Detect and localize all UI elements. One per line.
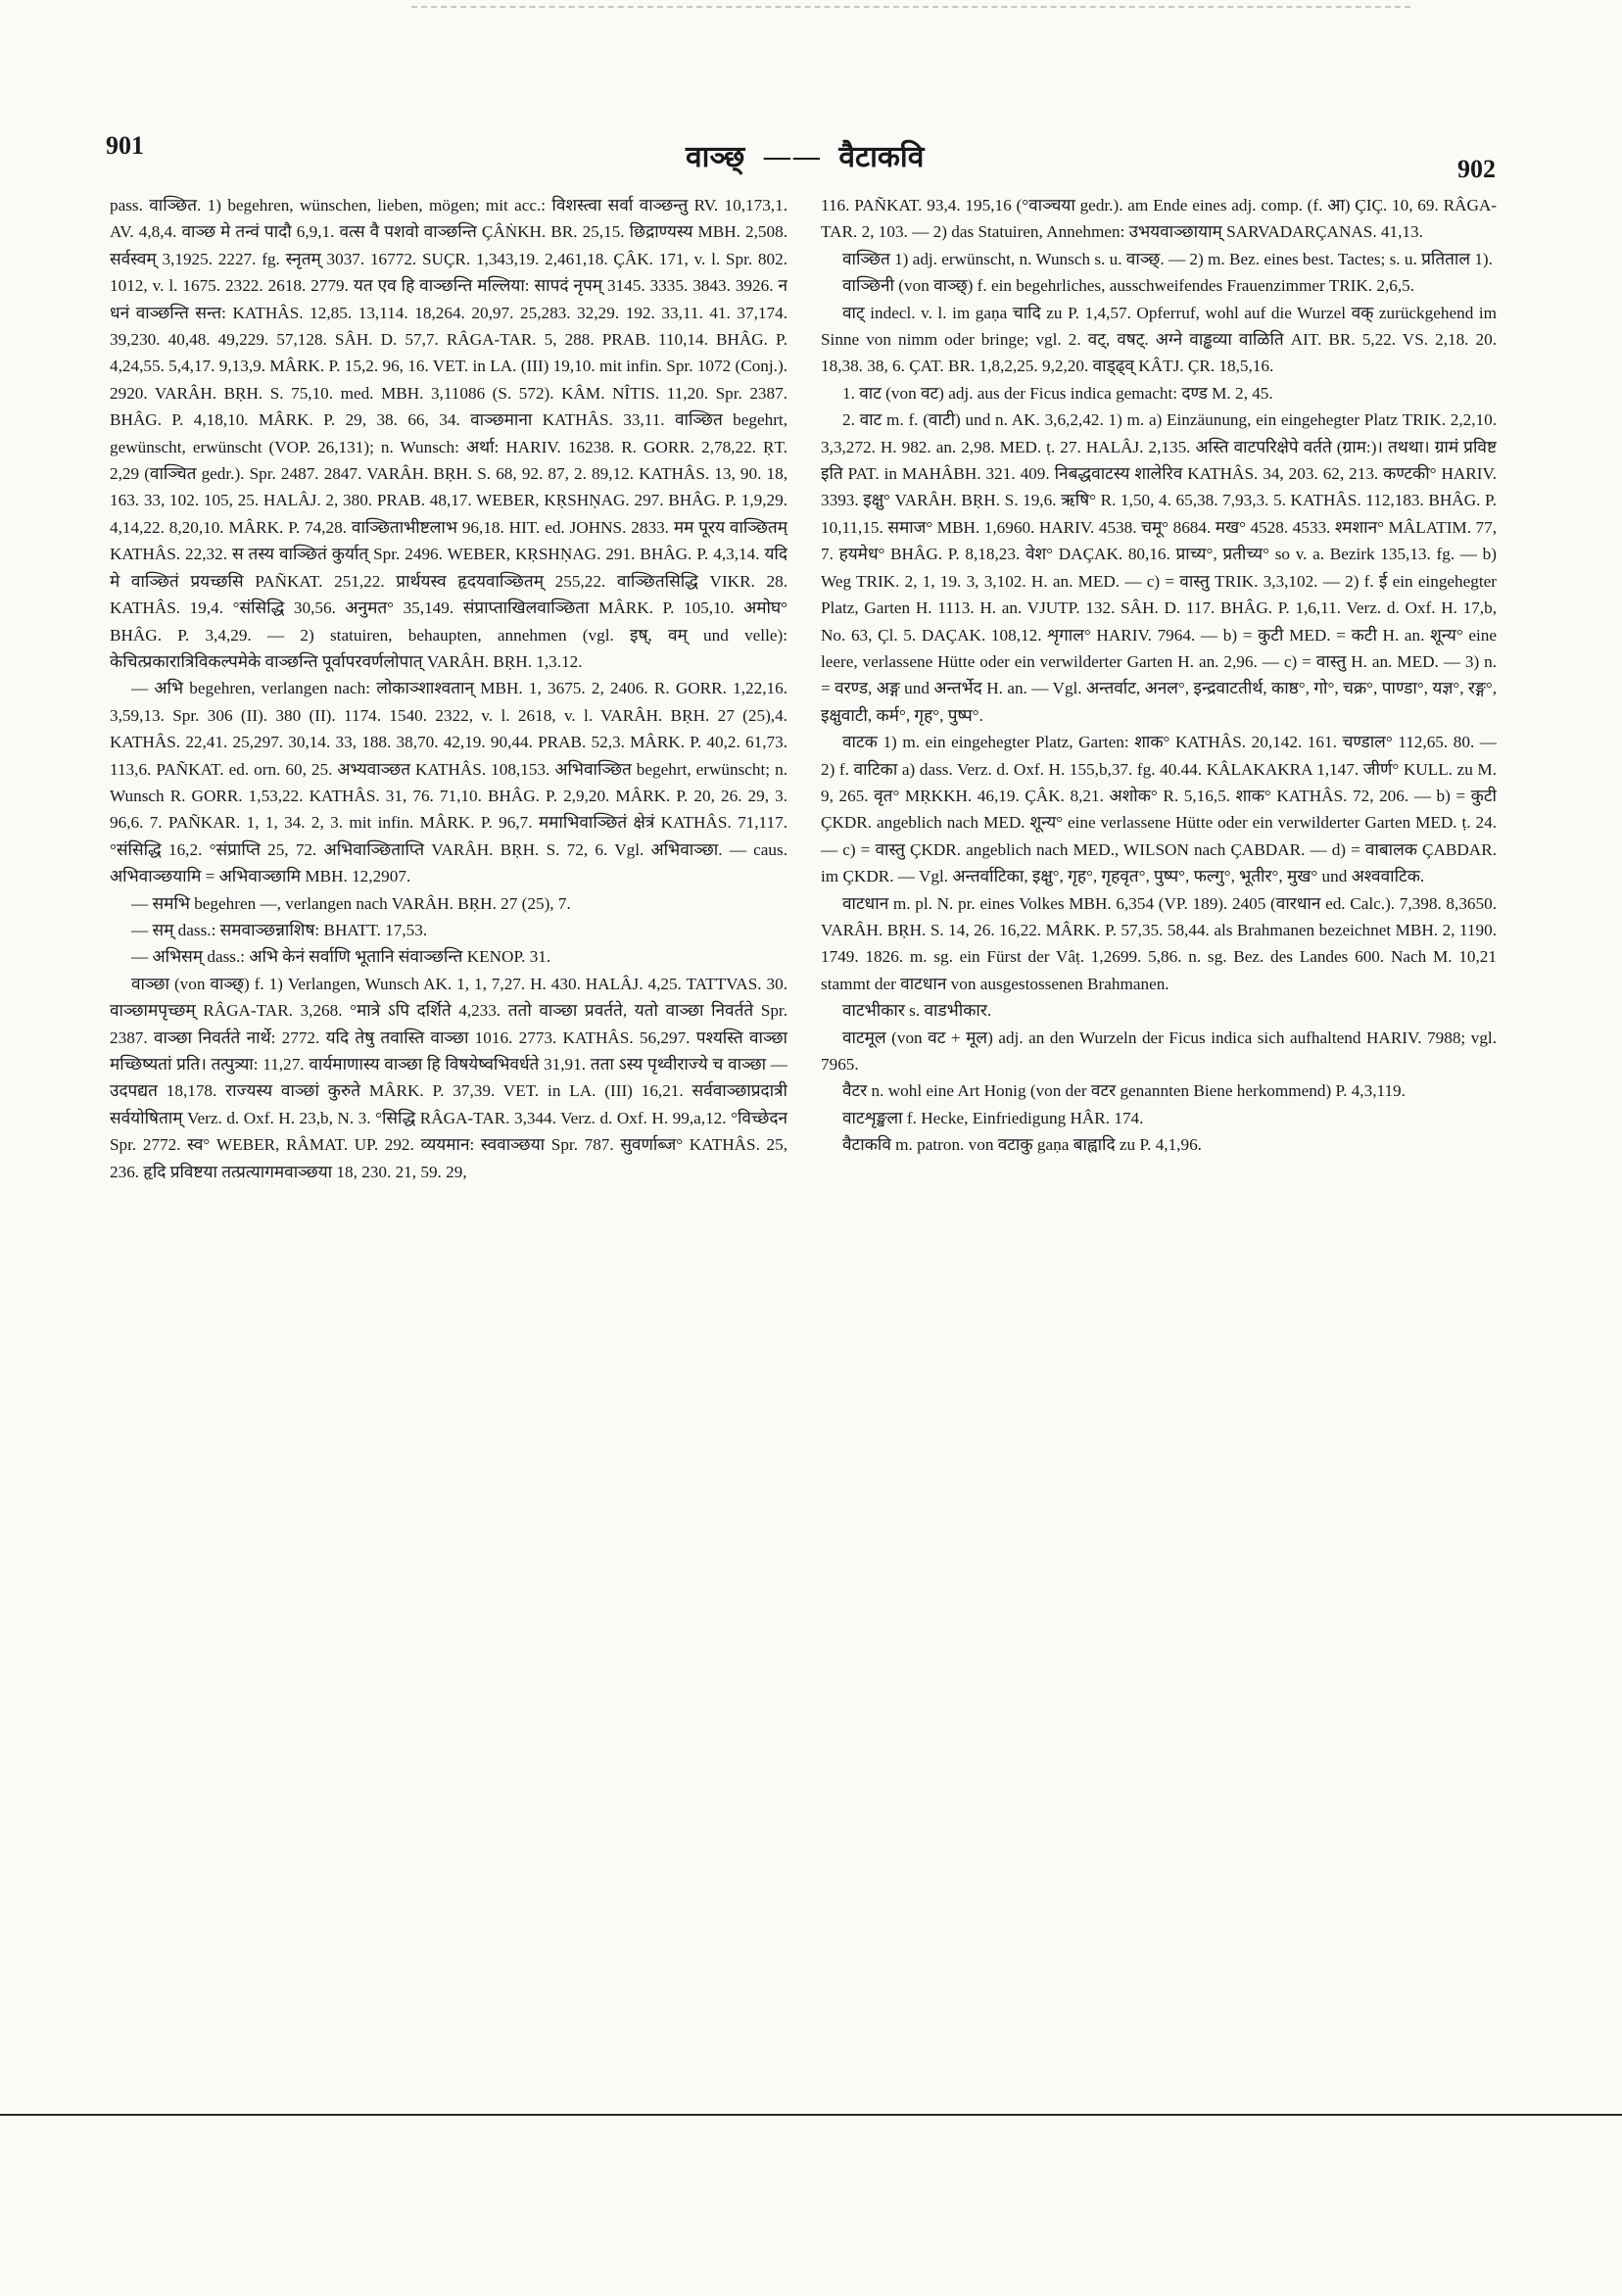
running-header <box>686 135 924 175</box>
right-page-number: 902 <box>1457 155 1496 183</box>
dictionary-entry: वाट् indecl. v. l. im gaṇa चादि zu P. 1,4,57. Opferruf, wohl auf die Wurzel वक् zurückgehend im Sinne von nimm oder bringe; vgl. 2. वट्, वषट्. अग्ने वाड्ढव्या वाळिति AIT. BR. 5,22. VS. 2,18. 20. 18,38. 38, 6. ÇAT. BR. 1,8,2,25. 9,2,20. वाड्ढ्व् KÂTJ. ÇR. 18,5,16. <box>821 303 1497 376</box>
dictionary-entry: — सम् dass.: समवाञ्छन्नाशिष: BHATT. 17,53. <box>131 920 428 939</box>
left-column <box>110 192 787 2092</box>
dictionary-entry: वैटर n. wohl eine Art Honig (von der वटर genannten Biene herkommend) P. 4,3,119. <box>842 1081 1406 1101</box>
dictionary-entry: pass. वाञ्छित. 1) begehren, wünschen, lieben, mögen; mit acc.: विशस्त्वा सर्वा वाञ्छन्तु RV. 10,173,1. AV. 4,8,4. वाञ्छ मे तन्वं पादौ 6,9,1. वत्स वै पशवो वाञ्छन्ति ÇÂṄKH. BR. 25,15. छिद्राण्यस्य MBH. 2,508. सर्वस्वम् 3,1925. 2227. fg. स्नृतम् 3037. 16772. SUÇR. 1,343,19. 2,461,18. ÇÂK. 171, v. l. Spr. 802. 1012, v. l. 1675. 2322. 2618. 2779. यत एव हि वाञ्छन्ति मल्लिया: सापदं नृपम् 3145. 3335. 3843. 3926. न धनं वाञ्छन्ति सन्त: KATHÂS. 12,85. 13,114. 18,264. 20,97. 25,283. 32,29. 192. 33,11. 41. 37,174. 39,230. 40,48. 49,229. 57,128. SÂH. D. 57,7. RÂGA-TAR. 5, 288. PRAB. 110,14. BHÂG. P. 4,24,55. 5,4,17. 9,13,9. MÂRK. P. 15,2. 96, 16. VET. in LA. (III) 19,10. mit infin. Spr. 1072 (Conj.). 2920. VARÂH. BṚH. S. 75,10. med. MBH. 3,11086 (S. 572). KÂM. NÎTIS. 11,20. Spr. 2387. BHÂG. P. 4,18,10. MÂRK. P. 29, 38. 66, 34. वाञ्छमाना KATHÂS. 33,11. वाञ्छित begehrt, gewünscht, erwünscht (VOP. 26,131); n. Wunsch: अर्था: HARIV. 16238. R. GORR. 2,78,22. ṚT. 2,29 (वाञ्चित gedr.). Spr. 2487. 2847. VARÂH. BṚH. S. 68, 92. 87, 2. 89,12. KATHÂS. 13, 90. 18, 163. 33, 102. 105, 25. HALÂJ. 2, 380. PRAB. 48,17. WEBER, KṚSHṆAG. 297. BHÂG. P. 1,9,29. 4,14,22. 8,20,10. MÂRK. P. 74,28. वाञ्छिताभीष्टलाभ 96,18. HIT. ed. JOHNS. 2833. मम पूरय वाञ्छितम् KATHÂS. 22,32. स तस्य वाञ्छितं कुर्यात् Spr. 2496. WEBER, KṚSHṆAG. 291. BHÂG. P. 4,3,14. यदि मे वाञ्छितं प्रयच्छसि PAÑKAT. 251,22. प्रार्थयस्व हृदयवाञ्छितम् 255,22. वाञ्छितसिद्धि VIKR. 28. KATHÂS. 19,4. °संसिद्धि 30,56. अनुमत° 35,149. संप्राप्ताखिलवाञ्छिता MÂRK. P. 105,10. अमोघ° BHÂG. P. 3,4,29. — 2) statuiren, behaupten, annehmen (vgl. इष्, वम् und velle): केचित्प्रकारात्रिविकल्पमेके वाञ्छन्ति पूर्वापरवर्णलोपात् VARÂH. BṚH. 1,3.12. <box>110 196 787 671</box>
footer-rule <box>0 2114 1622 2116</box>
dictionary-entry: — समभि begehren —, verlangen nach VARÂH. BṚH. 27 (25), 7. <box>131 893 571 913</box>
dictionary-entry: वाटशृङ्खला f. Hecke, Einfriedigung HÂR. 174. <box>842 1108 1144 1127</box>
dictionary-entry: 1. वाट (von वट) adj. aus der Ficus indica gemacht: दण्ड M. 2, 45. <box>842 383 1273 403</box>
dictionary-entry: — अभिसम् dass.: अभि केनं सर्वाणि भूतानि संवाञ्छन्ति KENOP. 31. <box>131 947 551 967</box>
dictionary-entry: वैटाकवि m. patron. von वटाकु gaṇa बाह्वादि zu P. 4,1,96. <box>842 1135 1202 1155</box>
dictionary-entry: 116. PAÑKAT. 93,4. 195,16 (°वाञ्चया gedr.). am Ende eines adj. comp. (f. आ) ÇIÇ. 10, 69. RÂGA-TAR. 2, 103. — 2) das Statuiren, Annehmen: उभयवाञ्छायाम् SARVADARÇANAS. 41,13. <box>821 196 1497 242</box>
dictionary-entry: वाञ्छित 1) adj. erwünscht, n. Wunsch s. u. वाञ्छ्. — 2) m. Bez. eines best. Tactes; s. u. प्रतिताल 1). <box>842 249 1493 268</box>
headword-from: वाञ्छ् <box>686 140 745 174</box>
dictionary-entry: 2. वाट m. f. (वाटी) und n. AK. 3,6,2,42. 1) m. a) Einzäunung, ein eingehegter Platz TRIK. 2,2,10. 3,3,272. H. 982. an. 2,98. MED. ṭ. 27. HALÂJ. 2,135. अस्ति वाटपरिक्षेपे वर्तते (ग्राम:)। तथथा। ग्रामं प्रविष्ट इति PAT. in MAHÂBH. 321. 409. निबद्धवाटस्य शालेरिव KATHÂS. 34, 203. 62, 213. कण्टकी° HARIV. 3393. इक्षु° VARÂH. BṚH. S. 19,6. ऋषि° R. 1,50, 4. 65,38. 7,93,3. 5. KATHÂS. 112,183. BHÂG. P. 10,11,15. समाज° MBH. 1,6960. HARIV. 4538. चमू° 8684. मख° 4528. 4533. श्मशान° MÂLATIM. 77, 7. हयमेध° BHÂG. P. 8,18,23. वेश° DAÇAK. 80,16. प्राच्य°, प्रतीच्य° so v. a. Bezirk 135,13. fg. — b) Weg TRIK. 2, 1, 19. 3, 3,102. H. an. MED. — c) = वास्तु TRIK. 3,3,102. — 2) f. ई ein eingehegter Platz, Garten H. 1113. H. an. VJUTP. 132. SÂH. D. 117. BHÂG. P. 1,6,11. Verz. d. Oxf. H. 17,b, No. 63, Çl. 5. DAÇAK. 108,12. शृगाल° HARIV. 7964. — b) = कुटी MED. = कटी H. an. शून्य° eine leere, verlassene Hütte oder ein verwilderter Garten H. an. 2,96. — c) = वास्तु H. an. MED. — 3) n. = वरण्ड, अङ्ग und अन्तर्भेद H. an. — Vgl. अन्तर्वाट, अनल°, इन्द्रवाटतीर्थ, काष्ठ°, गो°, चक्र°, पाण्डा°, यज्ञ°, रङ्ग°, इक्षुवाटी, कर्म°, गृह°, पुष्प°. <box>821 410 1497 725</box>
dictionary-entry: वाटमूल (von वट + मूल) adj. an den Wurzeln der Ficus indica sich aufhaltend HARIV. 7988; vgl. 7965. <box>821 1028 1497 1074</box>
dictionary-entry: वाटभीकार s. वाडभीकार. <box>842 1001 992 1021</box>
dictionary-entry: वाटक 1) m. ein eingehegter Platz, Garten: शाक° KATHÂS. 20,142. 161. चण्डाल° 112,65. 80. — 2) f. वाटिका a) dass. Verz. d. Oxf. H. 155,b,37. fg. 40.44. KÂLAKAKRA 1,147. जीर्ण° KULL. zu M. 9, 265. वृत° MṚKKH. 46,19. ÇÂK. 8,21. अशोक° R. 5,16,5. शाक° KATHÂS. 72, 206. — b) = कुटी ÇKDR. angeblich nach MED. शून्य° eine verlassene Hütte oder ein verwilderter Garten MED. ṭ. 24. — c) = वास्तु ÇKDR. angeblich nach MED., WILSON nach ÇABDAR. — d) = वाबालक ÇABDAR. im ÇKDR. — Vgl. अन्तर्वाटिका, इक्षु°, गृह°, गृहवृत°, पुष्प°, फल्गु°, भूतीर°, मुख° und अश्ववाटिक. <box>821 733 1497 886</box>
headword-to: वैटाकवि <box>838 140 925 174</box>
dictionary-entry: — अभि begehren, verlangen nach: लोकाञ्शाश्वतान् MBH. 1, 3675. 2, 2406. R. GORR. 1,22,16. 3,59,13. Spr. 306 (II). 380 (II). 1174. 1540. 2322, v. l. 2618, v. l. VARÂH. BṚH. 27 (25),4. KATHÂS. 22,41. 25,297. 30,14. 33, 188. 38,70. 42,19. 90,44. PRAB. 52,3. MÂRK. P. 40,2. 61,73. 113,6. PAÑKAT. ed. orn. 60, 25. अभ्यवाञ्छत KATHÂS. 108,153. अभिवाञ्छित begehrt, erwünscht; n. Wunsch R. GORR. 1,53,22. KATHÂS. 31, 76. 71,10. BHÂG. P. 2,9,20. MÂRK. P. 20, 26. 29, 3. 96,6. 7. PAÑKAR. 1, 1, 34. 2, 3. mit infin. MÂRK. P. 96,7. ममाभिवाञ्छितं क्षेत्रं KATHÂS. 71,117. °संसिद्धि 16,2. °संप्राप्ति 25, 72. अभिवाञ्छिताप्ति VARÂH. BṚH. S. 72, 6. Vgl. अभिवाञ्छा. — caus. अभिवाञ्छयामि = अभिवाञ्छामि MBH. 12,2907. <box>110 679 787 886</box>
dictionary-entry: वाञ्छा (von वाञ्छ्) f. 1) Verlangen, Wunsch AK. 1, 1, 7,27. H. 430. HALÂJ. 4,25. TATTVAS. 30. वाञ्छामपृच्छम् RÂGA-TAR. 3,268. °मात्रे ऽपि दर्शिते 4,233. ततो वाञ्छा प्रवर्तते, यतो वाञ्छा निवर्तते Spr. 2387. वाञ्छा निवर्तते नार्थे: 2772. यदि तेषु तवास्ति वाञ्छा 1016. 2773. KATHÂS. 56,297. पश्यस्ति वाञ्छा मच्छिष्यतां प्रति। तत्पुत्र्या: 11,27. वार्यमाणास्य वाञ्छा हि विषयेष्वभिवर्धते 31,91. तता ऽस्य पृथ्वीराज्ये च वाञ्छा — उदपद्यत 18,178. राज्यस्य वाञ्छां कुरुते MÂRK. P. 37,39. VET. in LA. (III) 16,21. सर्ववाञ्छाप्रदात्री सर्वयोषिताम् Verz. d. Oxf. H. 23,b, N. 3. °सिद्धि RÂGA-TAR. 3,344. Verz. d. Oxf. H. 99,a,12. °विच्छेदन Spr. 2772. स्व° WEBER, RÂMAT. UP. 292. व्ययमान: स्ववाञ्छया Spr. 787. सुवर्णाब्ज° KATHÂS. 25, 236. हृदि प्रविष्टया तत्प्रत्यागमवाञ्छया 18, 230. 21, 59. 29, <box>110 974 787 1181</box>
top-edge-rule <box>411 6 1410 8</box>
header-separator: —— <box>762 140 822 174</box>
dictionary-entry: वाटधान m. pl. N. pr. eines Volkes MBH. 6,354 (VP. 189). 2405 (वारधान ed. Calc.). 7,398. 8,3650. VARÂH. BṚH. S. 14, 26. 16,22. MÂRK. P. 57,35. 58,44. als Brahmanen bezeichnet MBH. 2, 1190. 1749. 1826. m. sg. ein Fürst der Vâṭ. 1,2699. 5,86. n. sg. Bez. des Landes 600. Nach M. 10,21 stammt der वाटधान von ausgestossenen Brahmanen. <box>821 893 1497 993</box>
left-page-number: 901 <box>106 131 144 160</box>
right-column <box>821 192 1497 2092</box>
dictionary-entry: वाञ्छिनी (von वाञ्छ्) f. ein begehrliches, ausschweifendes Frauenzimmer TRIK. 2,6,5. <box>842 276 1415 296</box>
